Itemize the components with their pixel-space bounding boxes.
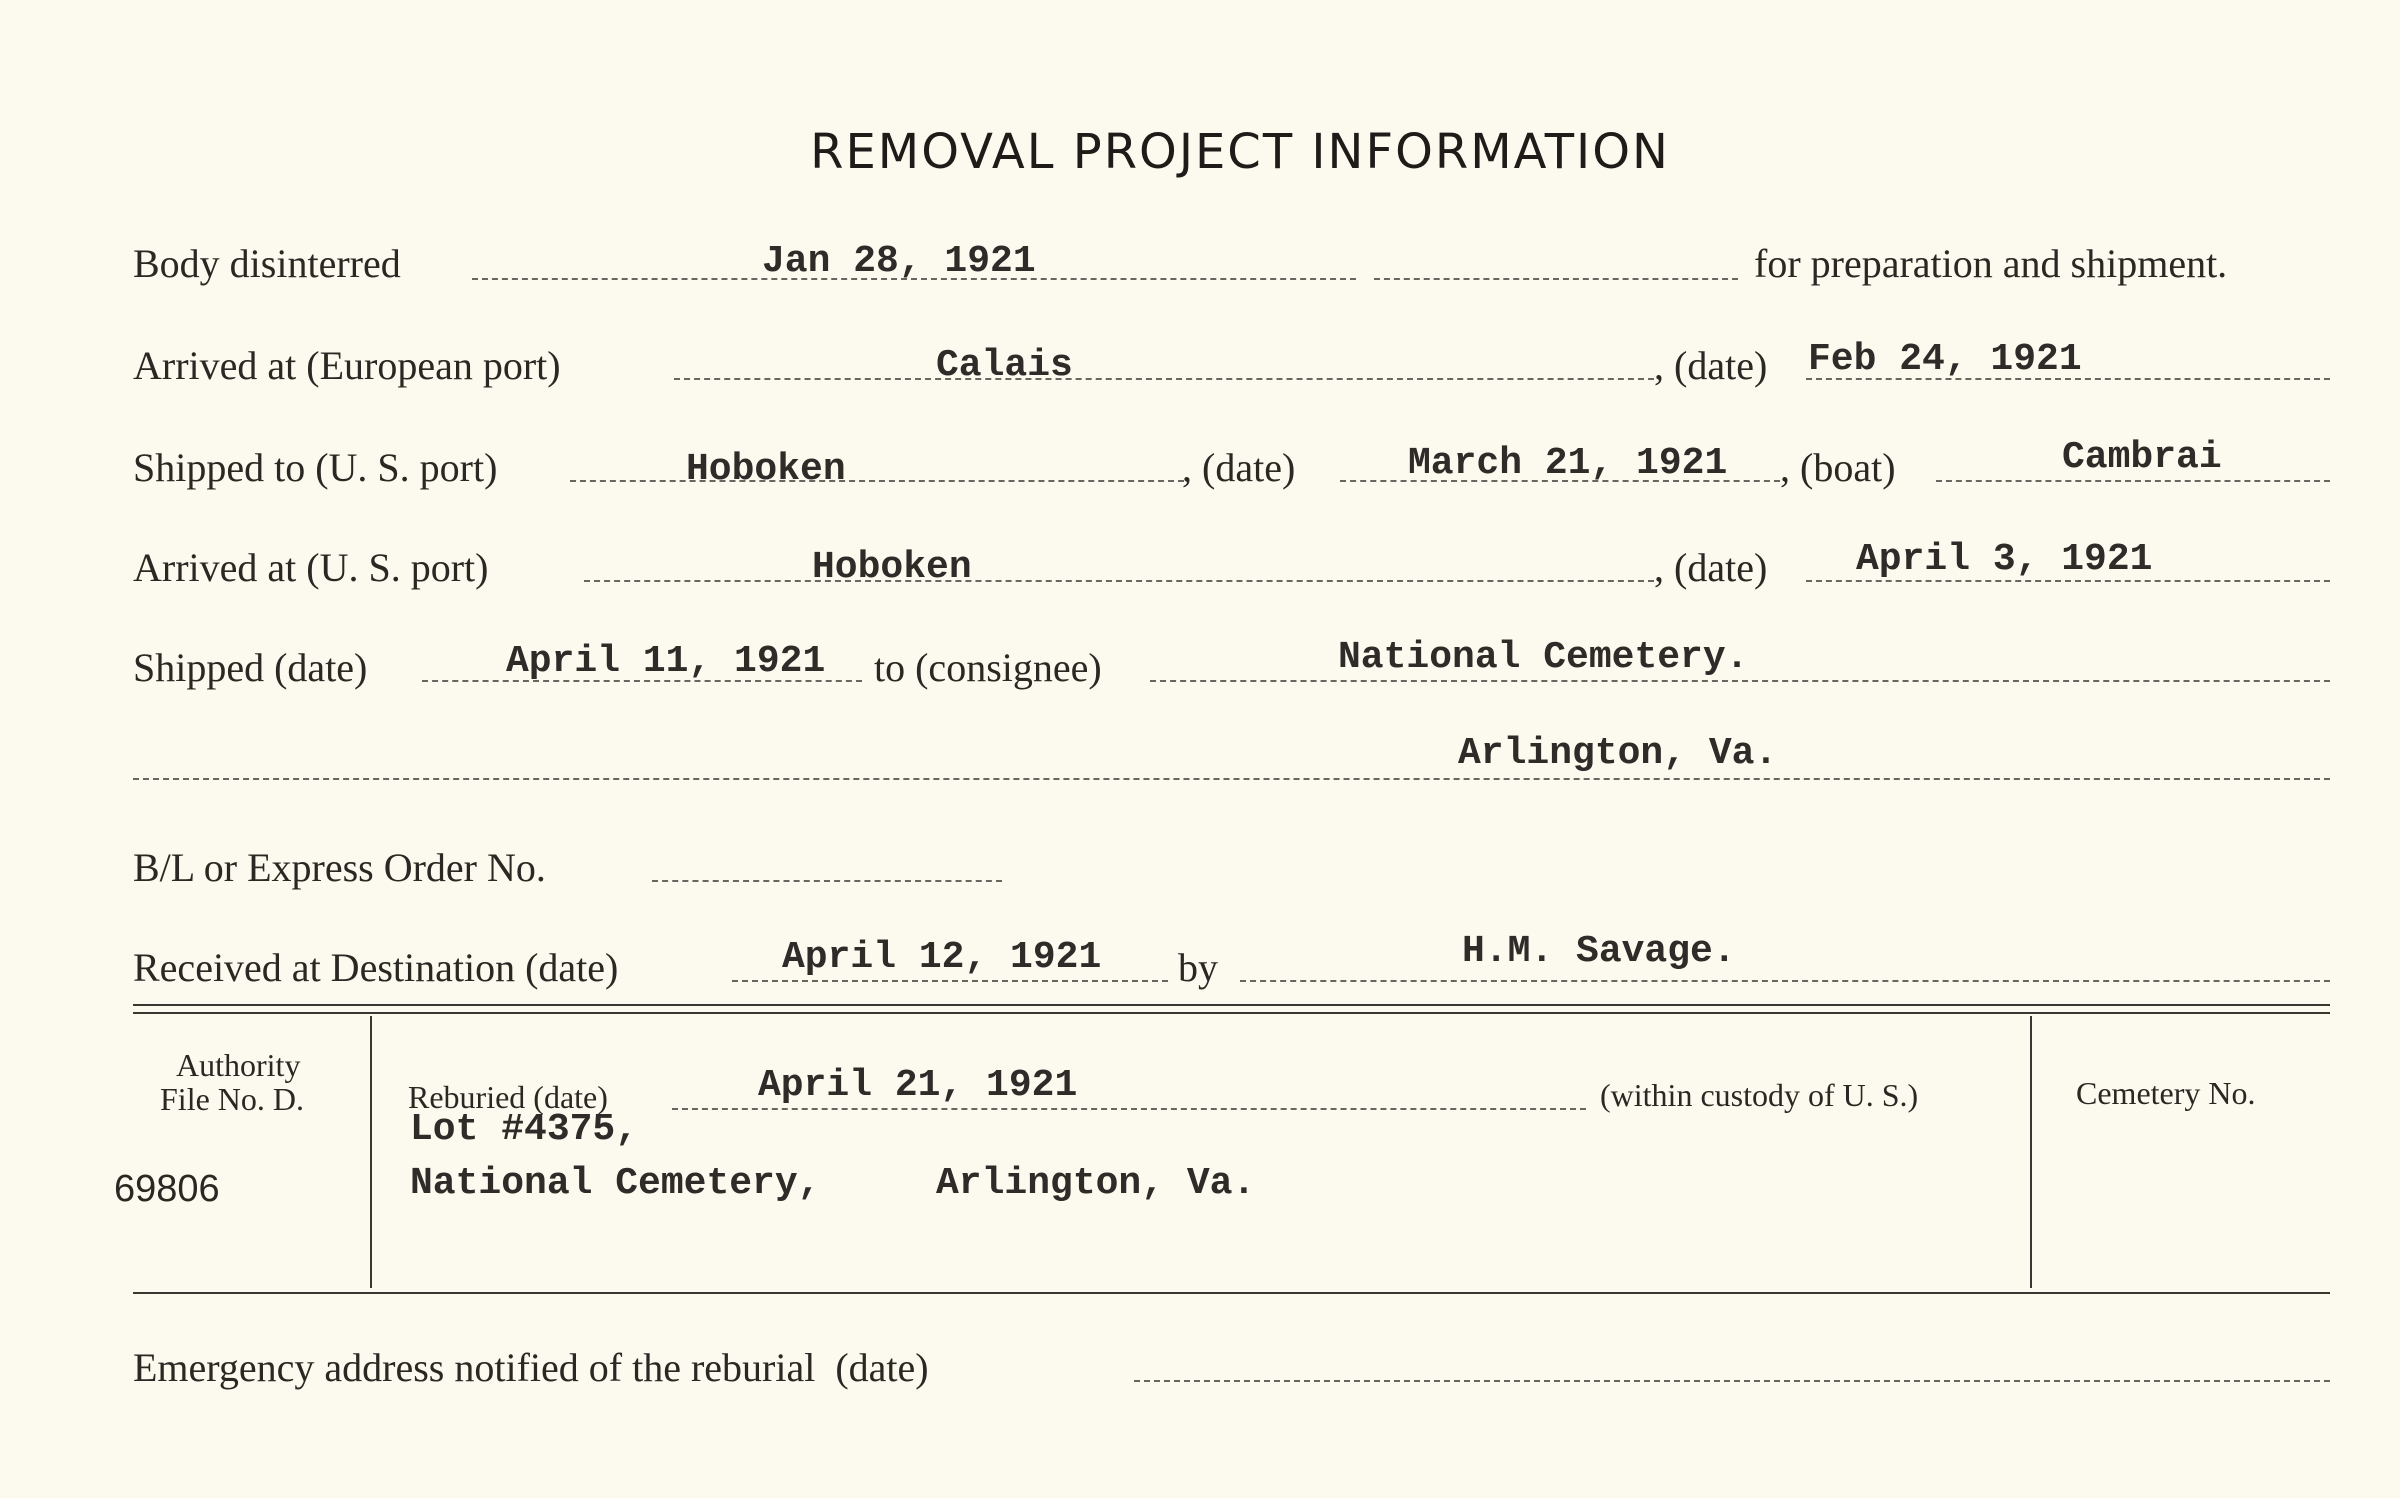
body-disinterred-label: Body disinterred: [133, 241, 401, 286]
emergency-address-label: Emergency address notified of the reburial (date): [133, 1345, 929, 1390]
preparation-shipment-text: for preparation and shipment.: [1754, 241, 2228, 286]
shipped-us-boat-line: [1936, 480, 2330, 482]
shipped-us-boat-value: Cambrai: [2062, 436, 2222, 479]
card-title: REMOVAL PROJECT INFORMATION: [810, 124, 1670, 180]
received-destination-value: April 12, 1921: [782, 936, 1102, 979]
shipped-us-port-label: Shipped to (U. S. port): [133, 445, 498, 490]
european-port-value: Calais: [936, 344, 1073, 387]
arrived-us-port-label: Arrived at (U. S. port): [133, 545, 489, 590]
received-destination-label: Received at Destination (date): [133, 945, 619, 990]
consignee-label: to (consignee): [874, 645, 1102, 690]
lot-number: Lot #4375,: [410, 1108, 639, 1151]
box-top-rule-2: [133, 1012, 2330, 1014]
arrived-us-port-line: [584, 580, 1654, 582]
reburied-line: [672, 1108, 1586, 1110]
european-port-label: Arrived at (European port): [133, 343, 561, 388]
bl-express-order-line: [652, 880, 1002, 882]
consignee-line-2: [133, 778, 2330, 780]
arrived-us-port-value: Hoboken: [812, 546, 972, 589]
consignee-value: National Cemetery.: [1338, 636, 1749, 679]
reburied-value: April 21, 1921: [758, 1064, 1078, 1107]
cemetery-no-label: Cemetery No.: [2076, 1075, 2256, 1111]
european-port-line: [674, 378, 1654, 380]
file-number: 69806: [114, 1168, 220, 1210]
bl-express-order-label: B/L or Express Order No.: [133, 845, 546, 890]
body-disinterred-value: Jan 28, 1921: [762, 240, 1036, 283]
shipped-date-label: Shipped (date): [133, 645, 368, 690]
custody-label: (within custody of U. S.): [1600, 1077, 1919, 1113]
reburial-location: National Cemetery,: [410, 1162, 821, 1205]
received-destination-line: [732, 980, 1168, 982]
box-divider-left: [370, 1016, 372, 1288]
received-by-line: [1240, 980, 2330, 982]
box-top-rule: [133, 1004, 2330, 1006]
received-by-label: by: [1178, 945, 1218, 990]
shipped-us-boat-label: , (boat): [1780, 445, 1896, 490]
shipped-us-date-label: , (date): [1182, 445, 1296, 490]
reburied-label: Reburied (date): [408, 1079, 608, 1115]
shipped-us-port-value: Hoboken: [686, 448, 846, 491]
box-bottom-rule: [133, 1292, 2330, 1294]
authority-label: Authority: [176, 1047, 301, 1083]
shipped-us-port-line: [570, 480, 1184, 482]
shipped-date-value: April 11, 1921: [506, 640, 826, 683]
arrived-us-date-value: April 3, 1921: [1856, 538, 2153, 581]
consignee-value-line-2: Arlington, Va.: [1458, 732, 1778, 775]
reburial-location-city: Arlington, Va.: [936, 1162, 1256, 1205]
box-divider-right: [2030, 1016, 2032, 1288]
emergency-address-line: [1134, 1380, 2330, 1382]
arrived-us-date-label: , (date): [1654, 545, 1768, 590]
shipped-us-date-value: March 21, 1921: [1408, 442, 1728, 485]
european-port-date-label: , (date): [1654, 343, 1768, 388]
received-by-value: H.M. Savage.: [1462, 930, 1736, 973]
consignee-line: [1150, 680, 2330, 682]
european-port-date-value: Feb 24, 1921: [1808, 338, 2082, 381]
file-no-label: File No. D.: [160, 1081, 304, 1117]
body-disinterred-line-2: [1374, 278, 1738, 280]
